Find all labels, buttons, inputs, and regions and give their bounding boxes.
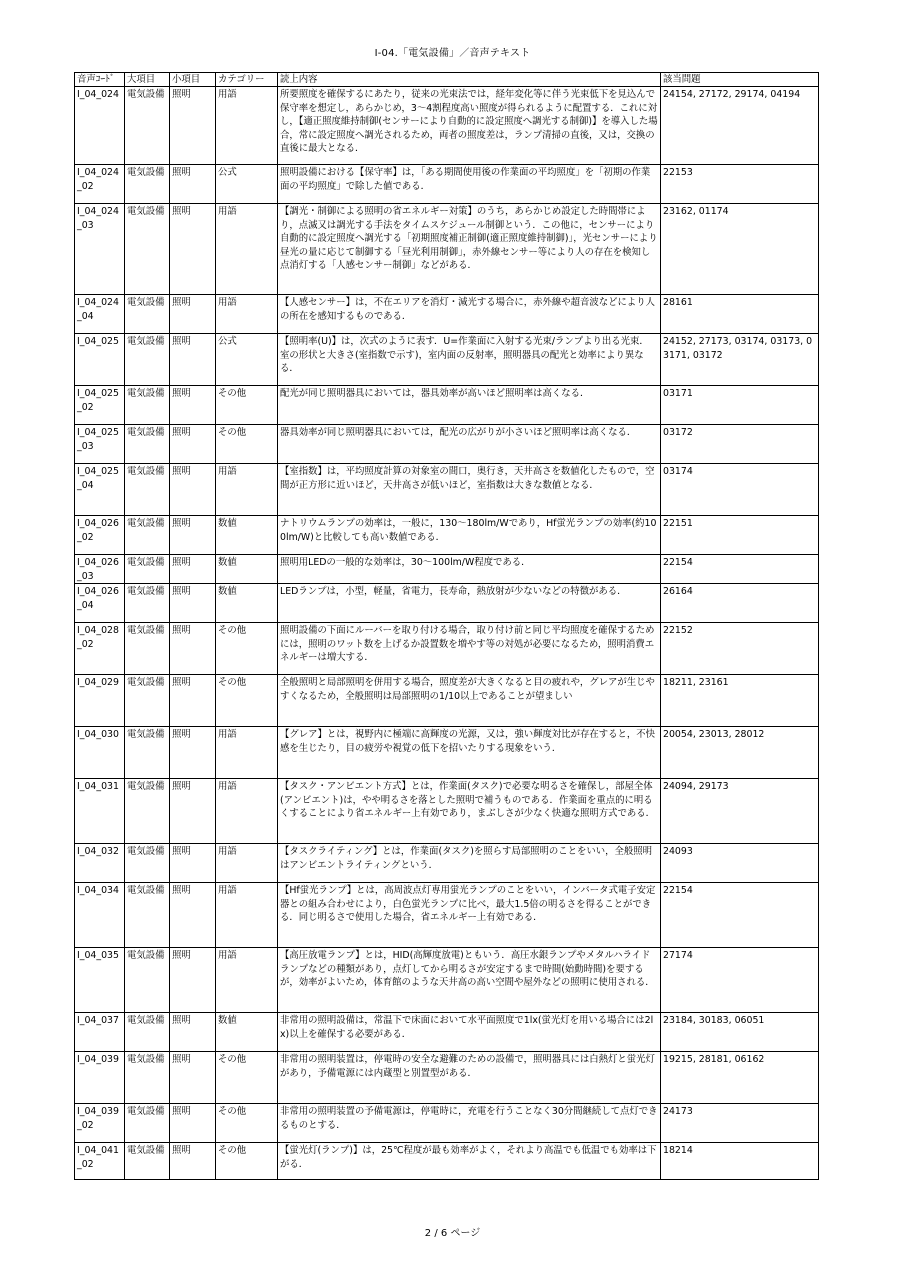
- row-text: ナトリウムランプの効率は，一般に，130～180lm/Wであり，Hf蛍光ランプの効率(約100lm/W)と比較しても高い数値である．: [278, 516, 661, 555]
- row-code: I_04_032: [75, 844, 125, 883]
- row-refs: 20054, 23013, 28012: [661, 727, 819, 779]
- row-major: 電気設備: [125, 295, 170, 334]
- row-refs: 22154: [661, 883, 819, 948]
- table-row: [75, 1013, 819, 1052]
- table-header-row: [75, 73, 819, 87]
- row-refs: 27174: [661, 948, 819, 1013]
- row-category: 数値: [216, 1013, 278, 1052]
- row-major: 電気設備: [125, 1052, 170, 1104]
- row-refs: 23162, 01174: [661, 204, 819, 295]
- row-minor: 照明: [170, 948, 216, 1013]
- row-major: 電気設備: [125, 1104, 170, 1143]
- row-refs: 24173: [661, 1104, 819, 1143]
- row-major: 電気設備: [125, 1013, 170, 1052]
- table-row: [75, 425, 819, 464]
- row-refs: 26164: [661, 584, 819, 623]
- row-minor: 照明: [170, 295, 216, 334]
- row-refs: 18214: [661, 1143, 819, 1180]
- row-code: I_04_025_02: [75, 386, 125, 425]
- row-refs: 28161: [661, 295, 819, 334]
- row-text: 器具効率が同じ照明器具においては，配光の広がりが小さいほど照明率は高くなる．: [278, 425, 661, 464]
- row-text: 【照明率(U)】は，次式のように表す．U=作業面に入射する光束/ランプより出る光束．室の形状と大きさ(室指数で示す)，室内面の反射率，照明器具の配光と効率により異なる．: [278, 334, 661, 386]
- row-category: その他: [216, 623, 278, 675]
- row-text: 【調光・制御による照明の省エネルギー対策】のうち，あらかじめ設定した時間帯により，点滅又は調光する手法をタイムスケジュール制御という．この他に，センサーにより自動的に設定照度へ調光する「初期照度補正制御(適正照度維持制御)」，光センサーにより昼光の量に応じて制御する「昼光利用制御」，赤外線センサー等により人の存在を検知し点消灯する「人感センサー制御」などがある．: [278, 204, 661, 295]
- table-row: [75, 87, 819, 165]
- row-minor: 照明: [170, 727, 216, 779]
- row-text: 非常用の照明装置の予備電源は，停電時に，充電を行うことなく30分間継続して点灯できるものとする．: [278, 1104, 661, 1143]
- row-minor: 照明: [170, 1104, 216, 1143]
- row-text: 【蛍光灯(ランプ)】は，25℃程度が最も効率がよく，それより高温でも低温でも効率は下がる．: [278, 1143, 661, 1180]
- column-header-minor: 小項目: [170, 73, 216, 87]
- column-header-code: 音声ｺｰﾄﾞ: [75, 73, 125, 87]
- row-minor: 照明: [170, 334, 216, 386]
- row-major: 電気設備: [125, 675, 170, 727]
- row-category: 用語: [216, 727, 278, 779]
- row-major: 電気設備: [125, 87, 170, 165]
- row-code: I_04_039: [75, 1052, 125, 1104]
- row-major: 電気設備: [125, 425, 170, 464]
- row-text: 照明用LEDの一般的な効率は，30～100lm/W程度である．: [278, 555, 661, 584]
- row-category: 公式: [216, 334, 278, 386]
- row-major: 電気設備: [125, 584, 170, 623]
- row-code: I_04_029: [75, 675, 125, 727]
- table-row: [75, 555, 819, 584]
- table-row: [75, 295, 819, 334]
- row-code: I_04_030: [75, 727, 125, 779]
- row-minor: 照明: [170, 675, 216, 727]
- row-minor: 照明: [170, 87, 216, 165]
- row-code: I_04_024_02: [75, 165, 125, 204]
- row-minor: 照明: [170, 165, 216, 204]
- row-minor: 照明: [170, 555, 216, 584]
- row-major: 電気設備: [125, 204, 170, 295]
- row-text: 所要照度を確保するにあたり，従来の光束法では，経年変化等に伴う光束低下を見込んで保守率を想定し，あらかじめ，3～4割程度高い照度が得られるように配置する．これに対し，【適正照度維持制御(センサーにより自動的に設定照度へ調光する制御)】を導入した場合，常に設定照度へ調光されるため，両者の照度差は，ランプ清掃の直後，又は，交換の直後に最大となる．: [278, 87, 661, 165]
- row-refs: 03174: [661, 464, 819, 516]
- row-code: I_04_028_02: [75, 623, 125, 675]
- row-text: 【タスクライティング】とは，作業面(タスク)を照らす局部照明のことをいい，全般照明はアンビエントライティングという．: [278, 844, 661, 883]
- row-minor: 照明: [170, 1143, 216, 1180]
- row-text: 非常用の照明装置は，停電時の安全な避難のための設備で，照明器具には白熱灯と蛍光灯があり，予備電源には内蔵型と別置型がある．: [278, 1052, 661, 1104]
- row-minor: 照明: [170, 883, 216, 948]
- row-refs: 18211, 23161: [661, 675, 819, 727]
- row-text: 配光が同じ照明器具においては，器具効率が高いほど照明率は高くなる．: [278, 386, 661, 425]
- table-row: [75, 1104, 819, 1143]
- row-refs: 22154: [661, 555, 819, 584]
- table-row: [75, 675, 819, 727]
- row-text: 【高圧放電ランプ】とは，HID(高輝度放電)ともいう．高圧水銀ランプやメタルハライドランプなどの種類があり，点灯してから明るさが安定するまで時間(始動時間)を要するが，効率がよいため，体育館のような天井高の高い空間や屋外などの照明に使用される．: [278, 948, 661, 1013]
- table-row: [75, 464, 819, 516]
- voice-text-table: [74, 72, 819, 1180]
- row-refs: 19215, 28181, 06162: [661, 1052, 819, 1104]
- row-category: 用語: [216, 779, 278, 844]
- row-text: 【タスク・アンビエント方式】とは，作業面(タスク)で必要な明るさを確保し，部屋全体(アンビエント)は，やや明るさを落とした照明で補うものである．作業面を重点的に明るくすることにより省エネルギー上有効であり，まぶしさが少なく快適な照明方式である．: [278, 779, 661, 844]
- row-refs: 24093: [661, 844, 819, 883]
- row-category: 数値: [216, 584, 278, 623]
- row-minor: 照明: [170, 386, 216, 425]
- row-major: 電気設備: [125, 948, 170, 1013]
- column-header-category: カテゴリー: [216, 73, 278, 87]
- row-refs: 24154, 27172, 29174, 04194: [661, 87, 819, 165]
- row-code: I_04_024_04: [75, 295, 125, 334]
- row-major: 電気設備: [125, 883, 170, 948]
- table-row: [75, 948, 819, 1013]
- row-minor: 照明: [170, 584, 216, 623]
- row-major: 電気設備: [125, 165, 170, 204]
- row-category: 公式: [216, 165, 278, 204]
- row-code: I_04_031: [75, 779, 125, 844]
- row-refs: 03171: [661, 386, 819, 425]
- row-major: 電気設備: [125, 844, 170, 883]
- table-row: [75, 1143, 819, 1180]
- row-code: I_04_035: [75, 948, 125, 1013]
- row-major: 電気設備: [125, 334, 170, 386]
- row-category: 数値: [216, 555, 278, 584]
- row-text: 【グレア】とは，視野内に極端に高輝度の光源，又は，強い輝度対比が存在すると，不快感を生じたり，目の疲労や視覚の低下を招いたりする現象をいう．: [278, 727, 661, 779]
- row-text: LEDランプは，小型，軽量，省電力，長寿命，熱放射が少ないなどの特徴がある．: [278, 584, 661, 623]
- table-row: [75, 334, 819, 386]
- row-code: I_04_024: [75, 87, 125, 165]
- row-category: 用語: [216, 204, 278, 295]
- table-row: [75, 623, 819, 675]
- row-code: I_04_026_04: [75, 584, 125, 623]
- table-row: [75, 1052, 819, 1104]
- row-text: 非常用の照明設備は，常温下で床面において水平面照度で1lx(蛍光灯を用いる場合には2lx)以上を確保する必要がある．: [278, 1013, 661, 1052]
- row-minor: 照明: [170, 425, 216, 464]
- row-text: 全般照明と局部照明を併用する場合，照度差が大きくなると目の疲れや，グレアが生じやすくなるため，全般照明は局部照明の1/10以上であることが望ましい: [278, 675, 661, 727]
- row-code: I_04_025: [75, 334, 125, 386]
- table-row: [75, 779, 819, 844]
- table-row: [75, 386, 819, 425]
- row-major: 電気設備: [125, 464, 170, 516]
- row-category: 数値: [216, 516, 278, 555]
- row-minor: 照明: [170, 844, 216, 883]
- table-row: [75, 516, 819, 555]
- row-refs: 22152: [661, 623, 819, 675]
- row-code: I_04_026_02: [75, 516, 125, 555]
- row-category: 用語: [216, 87, 278, 165]
- row-text: 照明設備における【保守率】は，「ある期間使用後の作業面の平均照度」を「初期の作業面の平均照度」で除した値である．: [278, 165, 661, 204]
- row-text: 照明設備の下面にルーバーを取り付ける場合，取り付け前と同じ平均照度を確保するためには，照明のワット数を上げるか設置数を増やす等の対処が必要になるため，照明消費エネルギーは増大する．: [278, 623, 661, 675]
- table-row: [75, 844, 819, 883]
- table-row: [75, 584, 819, 623]
- table-row: [75, 727, 819, 779]
- column-header-major: 大項目: [125, 73, 170, 87]
- row-category: 用語: [216, 883, 278, 948]
- row-code: I_04_039_02: [75, 1104, 125, 1143]
- column-header-text: 読上内容: [278, 73, 661, 87]
- row-code: I_04_037: [75, 1013, 125, 1052]
- row-minor: 照明: [170, 623, 216, 675]
- row-category: 用語: [216, 295, 278, 334]
- row-text: 【人感センサー】は，不在エリアを消灯・減光する場合に，赤外線や超音波などにより人の所在を感知するものである．: [278, 295, 661, 334]
- row-category: 用語: [216, 464, 278, 516]
- table-row: [75, 883, 819, 948]
- row-major: 電気設備: [125, 623, 170, 675]
- row-category: その他: [216, 386, 278, 425]
- row-code: I_04_034: [75, 883, 125, 948]
- row-refs: 24152, 27173, 03174, 03173, 03171, 03172: [661, 334, 819, 386]
- row-category: 用語: [216, 948, 278, 1013]
- row-category: 用語: [216, 844, 278, 883]
- row-category: その他: [216, 1052, 278, 1104]
- row-major: 電気設備: [125, 516, 170, 555]
- row-code: I_04_041_02: [75, 1143, 125, 1180]
- row-category: その他: [216, 675, 278, 727]
- row-major: 電気設備: [125, 1143, 170, 1180]
- page-number: 2 / 6 ページ: [424, 1228, 481, 1239]
- row-major: 電気設備: [125, 727, 170, 779]
- row-refs: 22151: [661, 516, 819, 555]
- row-code: I_04_026_03: [75, 555, 125, 584]
- row-code: I_04_024_03: [75, 204, 125, 295]
- row-text: 【Hf蛍光ランプ】とは，高周波点灯専用蛍光ランプのことをいい，インバータ式電子安定器との組み合わせにより，白色蛍光ランプに比べ，最大1.5倍の明るさを得ることができる．同じ明るさで使用した場合，省エネルギー上有効である．: [278, 883, 661, 948]
- row-refs: 03172: [661, 425, 819, 464]
- column-header-refs: 該当問題: [661, 73, 819, 87]
- row-category: その他: [216, 1104, 278, 1143]
- table-row: [75, 165, 819, 204]
- row-refs: 22153: [661, 165, 819, 204]
- row-text: 【室指数】は，平均照度計算の対象室の間口，奥行き，天井高さを数値化したもので，空間が正方形に近いほど，天井高さが低いほど，室指数は大きな数値となる．: [278, 464, 661, 516]
- row-major: 電気設備: [125, 555, 170, 584]
- row-category: その他: [216, 425, 278, 464]
- row-minor: 照明: [170, 516, 216, 555]
- row-category: その他: [216, 1143, 278, 1180]
- row-minor: 照明: [170, 1013, 216, 1052]
- row-minor: 照明: [170, 204, 216, 295]
- table-row: [75, 204, 819, 295]
- row-minor: 照明: [170, 1052, 216, 1104]
- row-major: 電気設備: [125, 386, 170, 425]
- row-code: I_04_025_03: [75, 425, 125, 464]
- page-title: I-04.「電気設備」／音声テキスト: [374, 48, 531, 59]
- row-minor: 照明: [170, 779, 216, 844]
- row-major: 電気設備: [125, 779, 170, 844]
- row-refs: 23184, 30183, 06051: [661, 1013, 819, 1052]
- row-minor: 照明: [170, 464, 216, 516]
- row-code: I_04_025_04: [75, 464, 125, 516]
- row-refs: 24094, 29173: [661, 779, 819, 844]
